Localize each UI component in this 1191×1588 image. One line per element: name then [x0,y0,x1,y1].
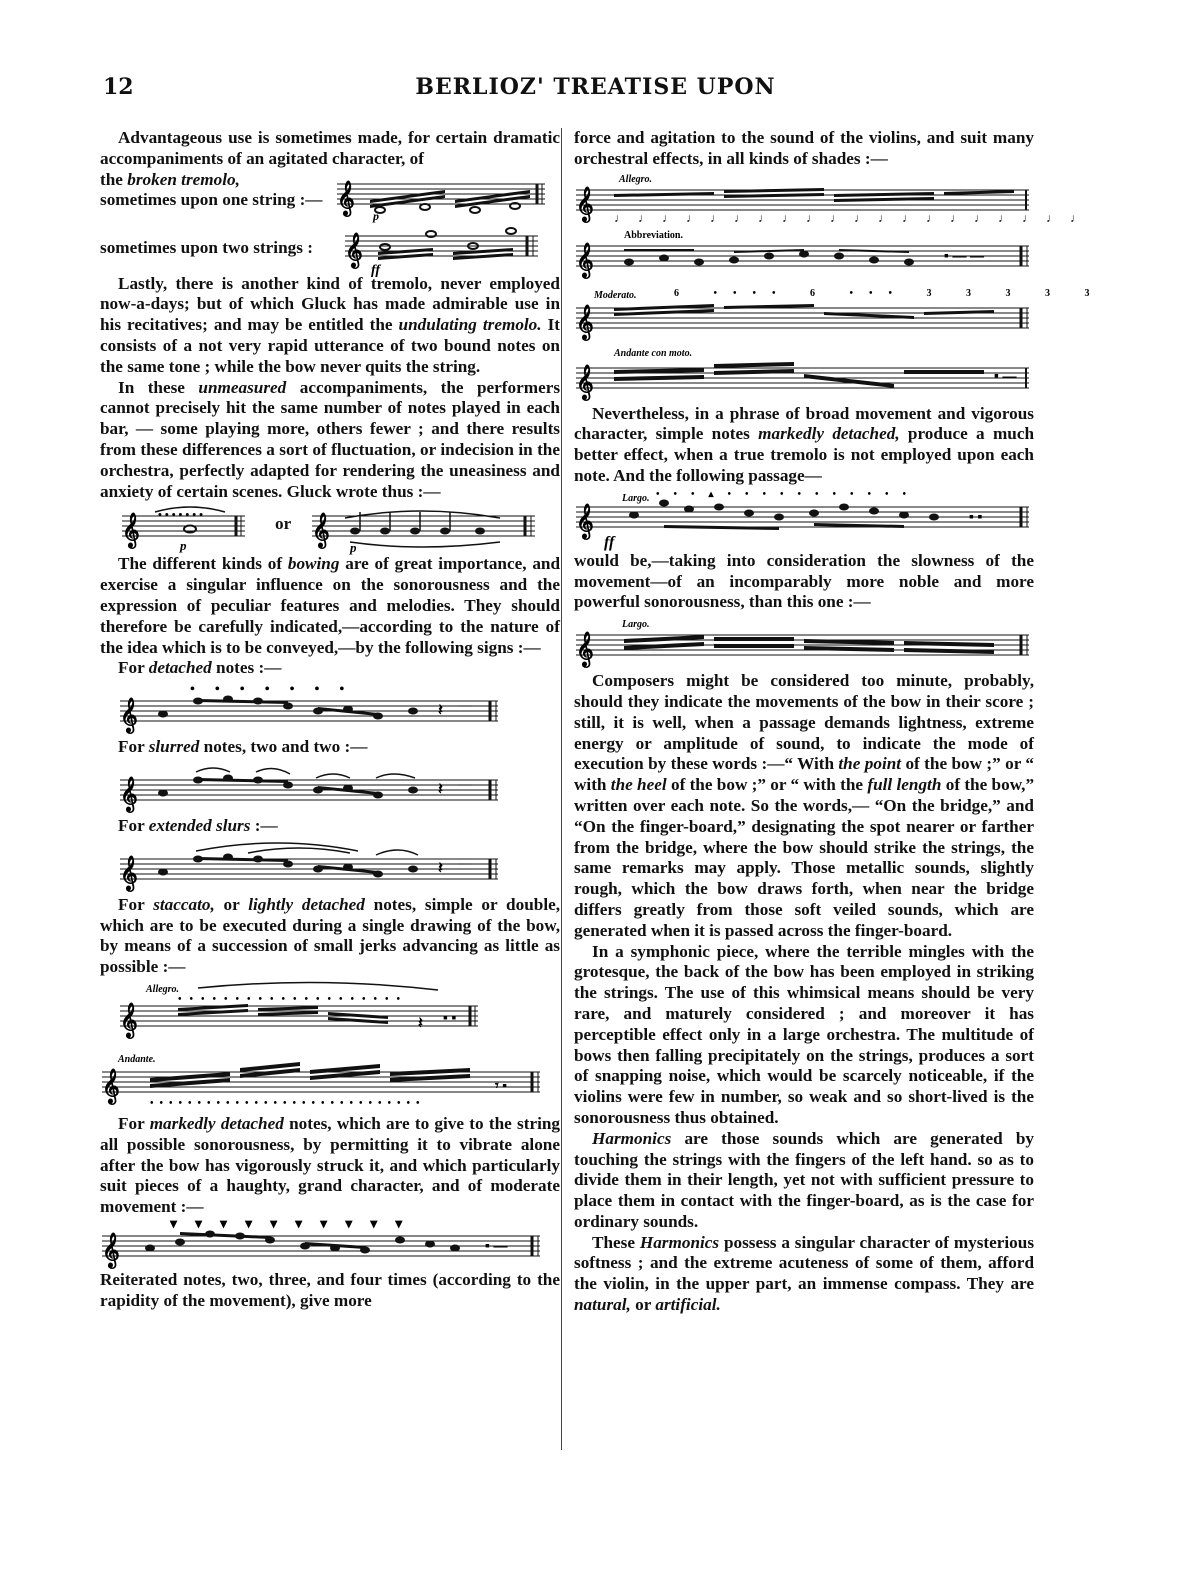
treble-clef-icon: 𝄞 [576,305,594,339]
tempo-marking: Andante. [118,1053,156,1065]
treble-clef-icon: 𝄞 [576,187,594,221]
music-example-largo-2 [574,613,1034,671]
paragraph: Harmonics are those sounds which are generated by touching the strings with the fingers of the left hand. so as to divide them in their length, yet not with sufficient pressure to place them in contact with the finger-board, as is the case for ordinary sounds. [574,1128,1034,1231]
music-example-gluck-1 [120,504,250,554]
paragraph: Nevertheless, in a phrase of broad movement and vigorous character, simple notes markedly detached, produce a much better effect, when a true tremolo is not employed upon each note. And the following passage— [574,403,1035,485]
music-example-reiterated-allegro [574,170,1094,226]
column-divider [561,128,562,1450]
svg-text:p: p [180,538,187,554]
left-column [100,128,560,1312]
example-caption: For slurred notes, two and two :— [118,737,368,757]
treble-clef-icon: 𝄞 [576,633,594,667]
paragraph: For staccato, or lightly detached notes, simple or double, which are to be executed during a single drawing of the bow, by means of a succession of small jerks advancing as little as possible :— [100,894,561,977]
treble-clef-icon: 𝄞 [120,856,138,890]
svg-text:𝄽: 𝄽 [438,859,443,877]
paragraph: In a symphonic piece, where the terrible mingles with the grotesque, the back of the bow has been employed in striking the strings. The use of this whimsical means should be very rare, and maturely considered ; and moreover it has perceptible effect only in a large orchestra. The multitude of bows then falling precipitately on the strings, produces a sort of snapping noise, which would be scarcely noticeable, if the violins were few in number, so weak and so short-lived is the sonorousness thus obtained. [574,941,1034,1127]
undulating-tremolo-examples: 𝄞 ••••••• p or 𝄞 p [100,502,560,554]
svg-text:♩♩♩♩♩♩♩♩♩♩♩♩♩♩♩♩♩♩♩♩: ♩♩♩♩♩♩♩♩♩♩♩♩♩♩♩♩♩♩♩♩ [614,210,1094,225]
page-header [0,74,1191,106]
paragraph: Reiterated notes, two, three, and four times (according to the rapidity of the movement), give more [100,1269,560,1310]
svg-text:•••▴•••••••••••: •••▴••••••••••• [656,488,921,500]
example-caption: For detached notes :— [118,658,282,678]
svg-text:▪ —: ▪ — [994,368,1017,384]
svg-text:6 •••• 6 ••• 3 3 3 3 3: 6 •••• 6 ••• 3 3 3 3 3 [674,287,1106,299]
paragraph: These Harmonics possess a singular character of mysterious softness ; and the extreme acuteness of some of them, afford the violin, in the upper part, an immense compass. They are natural, or artificial. [574,1232,1035,1315]
music-example-extended-slurs [118,837,558,895]
svg-text:p: p [373,208,379,223]
music-example-largo-1 [574,487,1034,551]
svg-text:▪ —: ▪ — [485,1238,508,1254]
broken-tremolo-line: the broken tremolo, sometimes upon one string :— 𝄞 p [100,170,560,222]
svg-text:—: — [458,698,472,714]
treble-clef-icon: 𝄞 [120,1003,138,1037]
treble-clef-icon: 𝄞 [120,699,138,733]
svg-text:p: p [350,540,357,556]
paragraph: Composers might be considered too minute, probably, should they indicate the movements of the bow in their score ; still, it is well, when a passage demands lightness, extreme energy or amplitude of sound, to indicate the mode of execution by these words :—“ With the point of the bow ;” or “ with the heel of the bow ;” or “ with the full length of the bow,” written over each note. So the words,— “On the bridge,” and “On the finger-board,” designating the spot nearer or farther from the bridge, where the bow should strike the strings, the same remarks may apply. Those metallic sounds, slightly rough, which the bow draws forth, when near the bridge differs greatly from those soft veiled sounds, which are generated when it is passed across the finger-board. [574,671,1035,940]
music-example-andante-con-moto [574,344,1034,404]
svg-text:—: — [458,855,472,871]
treble-clef-icon: 𝄞 [102,1233,120,1267]
svg-text:▪ ▪: ▪ ▪ [969,509,983,525]
svg-text:ff: ff [371,262,381,278]
treble-clef-icon: 𝄞 [122,514,140,548]
music-example-staccato-andante [100,1048,550,1114]
paragraph: In these unmeasured accompaniments, the performers cannot precisely hit the same number of notes played in each bar, — some playing more, others fewer ; and there results from these differences a sort of fluctuation, or indecision in the orchestra, perfectly adapted for rendering the uneasiness and anxiety of certain scenes. Gluck wrote thus :— [100,377,561,501]
staccato-dots: ••••••• [190,682,365,698]
tempo-marking: Andante con moto. [614,347,693,359]
right-column [574,128,1106,1316]
svg-text:𝄾 ▪: 𝄾 ▪ [495,1078,508,1094]
music-example-gluck-2 [310,504,540,554]
paragraph: The different kinds of bowing are of great importance, and exercise a singular influence on the sonorousness and the expression of peculiar features and melodies. They should therefore be carefully indicated,—according to the nature of the idea which is to be conveyed,—by the following signs :— [100,554,561,657]
treble-clef-icon: 𝄞 [312,514,330,548]
treble-clef-icon: 𝄞 [337,181,355,215]
page-number: 12 [103,74,134,100]
paragraph: For markedly detached notes, which are to give to the string all possible sonorousness, by permitting it to vibrate alone after the bow has vigorously struck it, and which particularly suit pieces of a haughty, grand character, and of moderate movement :— [100,1113,561,1217]
music-example-broken-tremolo [335,170,550,222]
treble-clef-icon: 𝄞 [576,504,594,538]
music-example-slurred [118,758,558,816]
svg-text:▪ ▪: ▪ ▪ [443,1010,457,1026]
treble-clef-icon: 𝄞 [576,243,594,277]
paragraph: Advantageous use is sometimes made, for certain dramatic accompaniments of an agitated character, of [100,128,560,168]
treble-clef-icon: 𝄞 [576,365,594,399]
treble-clef-icon: 𝄞 [102,1069,120,1103]
tempo-marking: Largo. [622,492,650,504]
staccato-dots: ••••••• [158,509,206,522]
staccato-dots: ••••••••••••••••••••••••••••• [150,1097,426,1109]
music-example-two-strings [343,222,543,278]
two-strings-line: sometimes upon two strings : 𝄞 ff [100,222,560,274]
tempo-marking: Abbreviation. [624,229,683,241]
music-example-detached [118,679,558,737]
tempo-marking: Allegro. [619,173,653,185]
tempo-marking: Allegro. [146,983,180,995]
tempo-marking: Moderato. [594,289,637,301]
svg-text:𝄽: 𝄽 [418,1014,423,1032]
music-example-abbreviation [574,226,1034,282]
music-example-moderato [574,282,1106,344]
svg-text:ff: ff [604,533,615,551]
paragraph: force and agitation to the sound of the violins, and suit many orchestral effects, in all kinds of shades :— [574,128,1034,168]
svg-text:—: — [458,776,472,792]
treble-clef-icon: 𝄞 [345,233,363,267]
tempo-marking: Largo. [622,619,650,631]
staccato-dots: •••••••••••••••••••• [178,993,409,1005]
svg-text:𝄽: 𝄽 [438,780,443,798]
paragraph: would be,—taking into consideration the slowness of the movement—of an incomparably more noble and more powerful sonorousness, than this one :— [574,550,1034,612]
staccato-dots: ▾▾▾▾▾▾▾▾▾▾ [170,1216,421,1232]
paragraph: Lastly, there is another kind of tremolo, never employed now-a-days; but of which Gluck has made admirable use in his recitatives; and may be entitled the undulating tremolo. It consists of a not very rapid utterance of two bound notes on the same tone ; while the bow never quits the string. [100,273,560,376]
running-title: BERLIOZ' TREATISE UPON [415,74,776,100]
svg-text:𝄽: 𝄽 [438,702,443,720]
svg-text:▪ — —: ▪ — — [944,248,984,264]
music-example-staccato-allegro [118,978,558,1048]
example-caption: For extended slurs :— [118,815,278,835]
treble-clef-icon: 𝄞 [120,777,138,811]
music-example-markedly-detached [100,1218,550,1270]
